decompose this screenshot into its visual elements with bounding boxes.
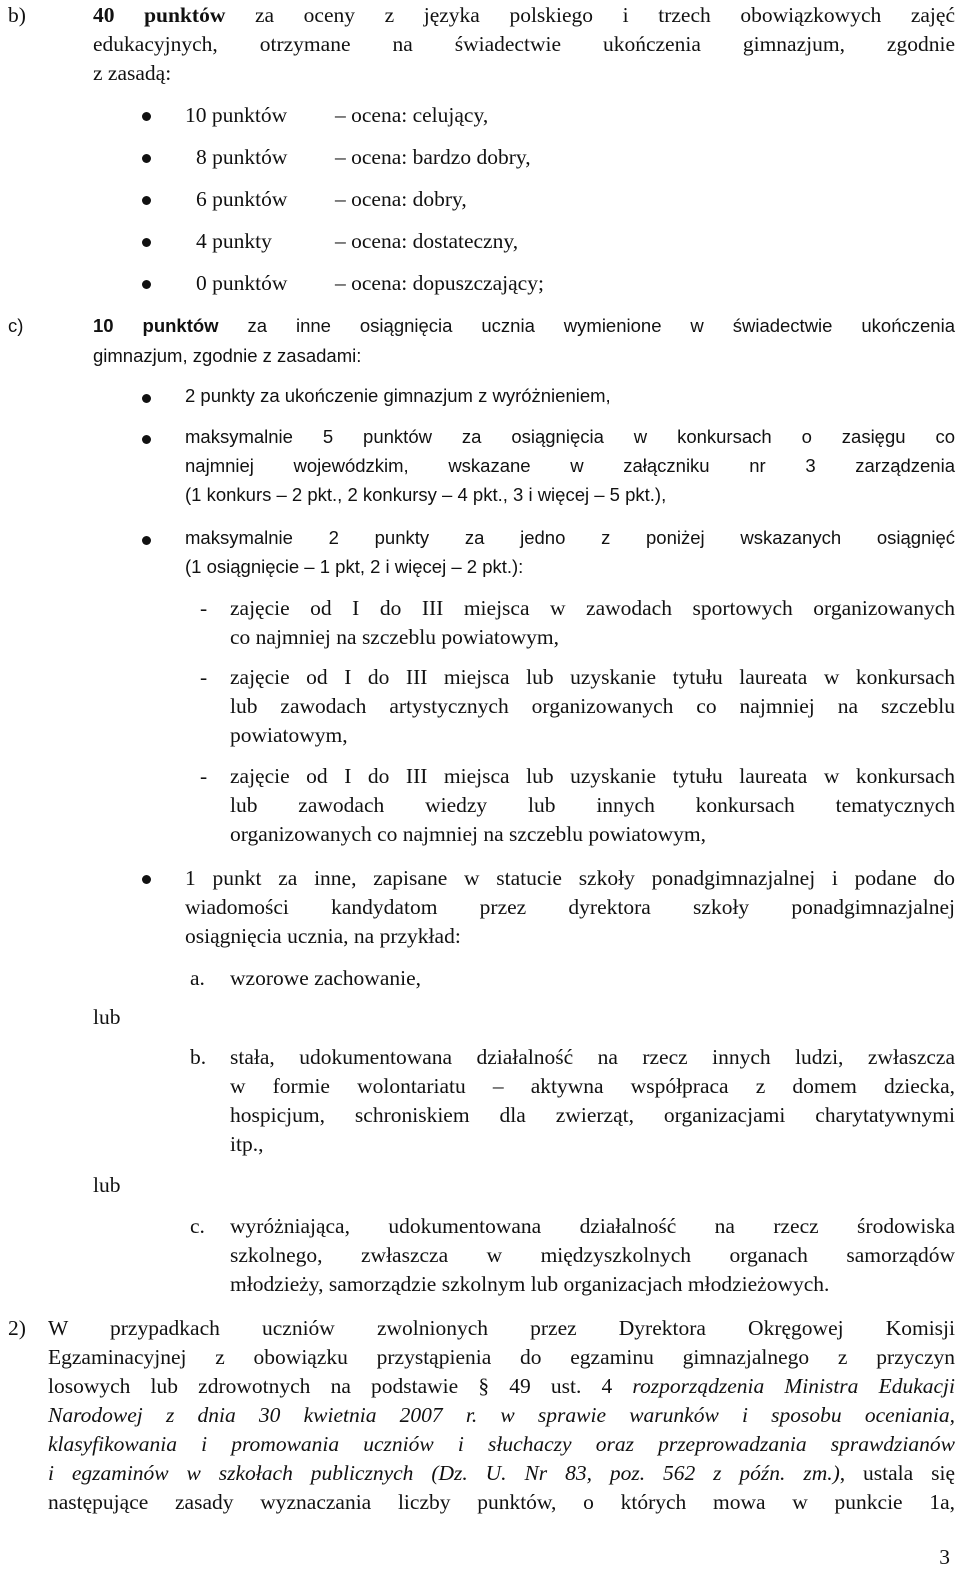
dash-item-line: powiatowym, <box>230 723 348 747</box>
dash-item-line: lub zawodach artystycznych organizowanych co najmniej na szczeblu <box>230 694 955 718</box>
section-c-line-2: gimnazjum, zgodnie z zasadami: <box>93 345 362 366</box>
section-2-line: losowych lub zdrowotnych na podstawie § 49 ust. 4 rozporządzenia Ministra Edukacji <box>48 1374 955 1398</box>
section-b-marker: b) <box>8 3 26 27</box>
example-marker: c. <box>190 1214 205 1238</box>
bullet-icon <box>142 435 151 444</box>
section-c-line-1: 10 punktów za inne osiągnięcia ucznia wymienione w świadectwie ukończenia <box>93 315 955 336</box>
example-line: wyróżniająca, udokumentowana działalność na rzecz środowiska <box>230 1214 955 1238</box>
section-b-bold: 40 punktów <box>93 3 226 27</box>
bullet-icon <box>142 536 151 545</box>
c-item-2-line: (1 konkurs – 2 pkt., 2 konkursy – 4 pkt., 3 i więcej – 5 pkt.), <box>185 484 667 505</box>
c-item-2-line: najmniej wojewódzkim, wskazane w załączniku nr 3 zarządzenia <box>185 455 955 476</box>
c-item-1: 2 punkty za ukończenie gimnazjum z wyróżnieniem, <box>185 385 611 406</box>
section-2-line: Narodowej z dnia 30 kwietnia 2007 r. w sprawie warunków i sposobu oceniania, <box>48 1403 955 1427</box>
bullet-icon <box>142 280 151 289</box>
bullet-icon <box>142 112 151 121</box>
bullet-icon <box>142 196 151 205</box>
bullet-icon <box>142 394 151 403</box>
dash-item-line: zajęcie od I do III miejsca lub uzyskanie tytułu laureata w konkursach <box>230 764 955 788</box>
document-page: b) 40 punktów za oceny z języka polskiego i trzech obowiązkowych zajęć edukacyjnych, otrzymane na świadectwie ukończenia gimnazjum, zgodnie z zasadą: 10 punktów – ocena: celujący, 8 punktów – ocena: bardzo dobry, 6 punktów – ocena: dobry, 4 punkty – ocena: dostateczny, 0 punktów – ocena: dopuszczający; c) 10 punktów za inne osiągnięcia ucznia wymienione w świadectwie ukończenia gimnazjum, zgodnie z zasadami: 2 punkty za ukończenie gimnazjum z wyróżnieniem, maksymalnie 5 punktów za osiągnięcia w konkursach o zasięgu co najmniej wojewódzkim, wskazane w załączniku nr 3 zarządzenia (1 konkurs – 2 pkt., 2 konkursy – 4 pkt., 3 i więcej – 5 pkt.), maksymalnie 2 punkty za jedno z poniżej wskazanych osiągnięć (1 osiągnięcie – 1 pkt, 2 i więcej – 2 pkt.): - zajęcie od I do III miejsca w zawodach sportowych organizowanych co najmniej na szczeblu powiatowym, - zajęcie od I do III miejsca lub uzyskanie tytułu laureata w konkursach lub zawodach artystycznych organizowanych co najmniej na szczeblu powiatowym, - zajęcie od I do III miejsca lub uzyskanie tytułu laureata w konkursach lub zawodach wiedzy lub innych konkursach tematycznych organizowanych co najmniej na szczeblu powiatowym, 1 punkt za inne, zapisane w statucie szkoły ponadgimnazjalnej i podane do wiadomości kandydatom przez dyrektora szkoły ponadgimnazjalnej osiągnięcia ucznia, na przykład: lub lub a. wzorowe zachowanie, b. stała, udokumentowana działalność na rzecz innych ludzi, zwłaszcza w formie wolontariatu – aktywna współpraca z domem dziecka, hospicjum, schroniskiem dla zwierząt, organizacjami charytatywnymi itp., c. wyróżniająca, udokumentowana działalność na rzecz środowiska szkolnego, zwłaszcza w międzyszkolnych organach samorządów młodzieży, samorządzie szkolnym lub organizacjach młodzieżowych. 2) W przypadkach uczniów zwolnionych przez Dyrektora Okręgowej Komisji Egzaminacyjnej z obowiązku przystąpienia do egzaminu gimnazjalnego z przyczyn losowych lub zdrowotnych na podstawie § 49 ust. 4 rozporządzenia Ministra Edukacji Narodowej z dnia 30 kwietnia 2007 r. w sprawie warunków i sposobu oceniania, klasyfikowania i promowania uczniów i słuchaczy oraz przeprowadzania sprawdzianów i egzaminów w szkołach publicznych (Dz. U. Nr 83, poz. 562 z późn. zm.), ustala się następujące zasady wyznaczania liczby punktów, o których mowa w punkcie 1a, 3 <box>8 3 955 1569</box>
section-c-bold: 10 punktów <box>93 315 219 336</box>
section-2-line: W przypadkach uczniów zwolnionych przez Dyrektora Okręgowej Komisji <box>48 1316 955 1340</box>
c-item-4-line: osiągnięcia ucznia, na przykład: <box>185 924 461 948</box>
example-line: wzorowe zachowanie, <box>230 966 422 990</box>
c-item-4-line: 1 punkt za inne, zapisane w statucie szkoły ponadgimnazjalnej i podane do <box>185 866 955 890</box>
example-line: hospicjum, schroniskiem dla zwierząt, organizacjami charytatywnymi <box>230 1103 955 1127</box>
section-b-line-2: edukacyjnych, otrzymane na świadectwie ukończenia gimnazjum, zgodnie <box>93 32 955 56</box>
dash-item-line: organizowanych co najmniej na szczeblu powiatowym, <box>230 822 707 846</box>
section-2-line: Egzaminacyjnej z obowiązku przystąpienia do egzaminu gimnazjalnego z przyczyn <box>48 1345 955 1369</box>
section-2-line: i egzaminów w szkołach publicznych (Dz. U. Nr 83, poz. 562 z późn. zm.), ustala się <box>48 1461 955 1485</box>
section-2-marker: 2) <box>8 1316 26 1340</box>
dash-marker: - <box>200 596 208 620</box>
bullet-icon <box>142 154 151 163</box>
page-number: 3 <box>939 1545 950 1569</box>
section-b-line-3: z zasadą: <box>93 61 172 85</box>
lub-label: lub <box>93 1005 121 1029</box>
bullet-icon <box>142 875 151 884</box>
c-item-3-line: maksymalnie 2 punkty za jedno z poniżej wskazanych osiągnięć <box>185 527 955 548</box>
dash-item-line: lub zawodach wiedzy lub innych konkursach tematycznych <box>230 793 955 817</box>
c-item-4-line: wiadomości kandydatom przez dyrektora szkoły ponadgimnazjalnej <box>185 895 955 919</box>
section-2-line: następujące zasady wyznaczania liczby punktów, o których mowa w punkcie 1a, <box>48 1490 955 1514</box>
example-line: w formie wolontariatu – aktywna współpraca z domem dziecka, <box>230 1074 955 1098</box>
example-marker: b. <box>190 1045 207 1069</box>
dash-item-line: zajęcie od I do III miejsca lub uzyskanie tytułu laureata w konkursach <box>230 665 955 689</box>
dash-marker: - <box>200 665 208 689</box>
section-b-line-1: 40 punktów za oceny z języka polskiego i trzech obowiązkowych zajęć <box>93 3 955 27</box>
c-item-2-line: maksymalnie 5 punktów za osiągnięcia w konkursach o zasięgu co <box>185 426 955 447</box>
section-c-marker: c) <box>8 315 24 336</box>
c-item-3-line: (1 osiągnięcie – 1 pkt, 2 i więcej – 2 pkt.): <box>185 556 524 577</box>
lub-label: lub <box>93 1173 121 1197</box>
example-line: itp., <box>230 1132 264 1156</box>
bullet-icon <box>142 238 151 247</box>
dash-item-line: co najmniej na szczeblu powiatowym, <box>230 625 559 649</box>
dash-item-line: zajęcie od I do III miejsca w zawodach sportowych organizowanych <box>230 596 955 620</box>
example-line: szkolnego, zwłaszcza w międzyszkolnych organach samorządów <box>230 1243 955 1267</box>
dash-marker: - <box>200 764 208 788</box>
section-2-line: klasyfikowania i promowania uczniów i słuchaczy oraz przeprowadzania sprawdzianów <box>48 1432 955 1456</box>
example-line: stała, udokumentowana działalność na rzecz innych ludzi, zwłaszcza <box>230 1045 955 1069</box>
example-line: młodzieży, samorządzie szkolnym lub organizacjach młodzieżowych. <box>230 1272 830 1296</box>
example-marker: a. <box>190 966 205 990</box>
